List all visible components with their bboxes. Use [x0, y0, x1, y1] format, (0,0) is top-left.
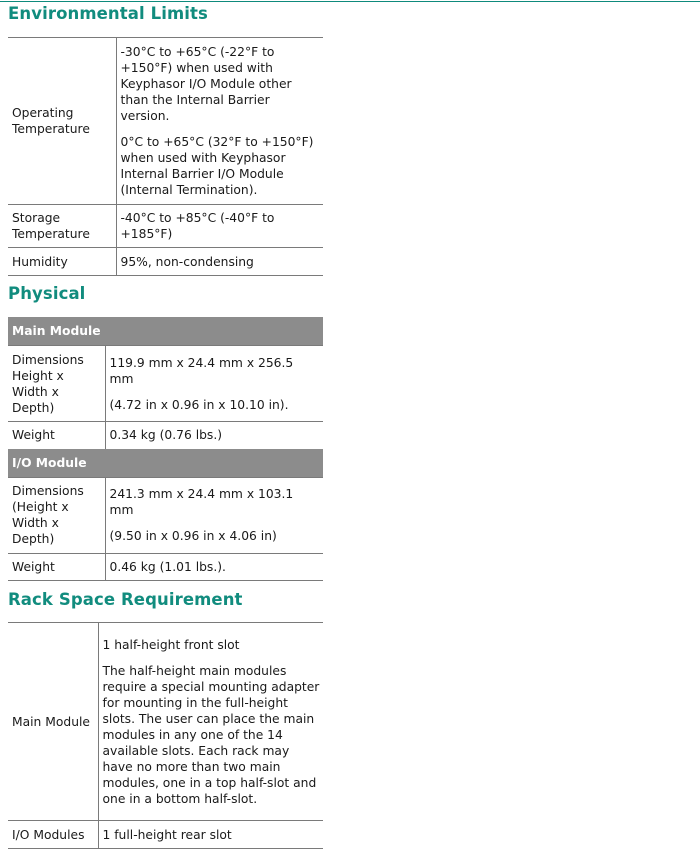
table-row — [8, 623, 323, 821]
row-value-dimensions: 119.9 mm x 24.4 mm x 256.5 mm (4.72 in x 0.96 in x 10.10 in). — [105, 346, 323, 422]
section-title-environmental: Environmental Limits — [8, 4, 208, 23]
table-row — [8, 38, 323, 205]
row-label-operating-temperature: Operating Temperature — [8, 38, 116, 205]
table-row — [8, 422, 323, 449]
row-label-humidity: Humidity — [8, 248, 116, 276]
row-label-main-module: Main Module — [8, 623, 98, 821]
row-value-main-module: 1 half-height front slot The half-height main modules require a special mounting adapter for mounting in the full-height slots. The user can place the main modules in any one of the 14 available slots. Each rack may have no more than two main modules, one in a top half-slot and one in a bottom half-slot. — [98, 623, 323, 821]
row-label-weight: Weight — [8, 422, 105, 449]
table-header-io-module: I/O Module — [8, 449, 323, 478]
environmental-table — [8, 37, 323, 276]
section-title-rack-space: Rack Space Requirement — [8, 590, 243, 609]
table-row — [8, 821, 323, 849]
rack-space-table — [8, 622, 323, 849]
row-label-dimensions: Dimensions (Height x Width x Depth) — [8, 477, 105, 553]
section-title-physical: Physical — [8, 284, 86, 303]
row-value-humidity: 95%, non-condensing — [116, 248, 323, 276]
row-label-io-modules: I/O Modules — [8, 821, 98, 849]
table-header-main-module: Main Module — [8, 317, 323, 346]
row-label-weight: Weight — [8, 553, 105, 580]
table-row — [8, 205, 323, 248]
row-label-dimensions: Dimensions Height x Width x Depth) — [8, 346, 105, 422]
physical-table — [8, 317, 323, 581]
row-value-io-modules: 1 full-height rear slot — [98, 821, 323, 849]
row-value-weight: 0.34 kg (0.76 lbs.) — [105, 422, 323, 449]
table-row — [8, 346, 323, 422]
row-label-storage-temperature: Storage Temperature — [8, 205, 116, 248]
row-value-dimensions: 241.3 mm x 24.4 mm x 103.1 mm (9.50 in x 0.96 in x 4.06 in) — [105, 477, 323, 553]
row-value-storage-temperature: -40°C to +85°C (-40°F to +185°F) — [116, 205, 323, 248]
table-row — [8, 553, 323, 580]
row-value-weight: 0.46 kg (1.01 lbs.). — [105, 553, 323, 580]
table-row — [8, 477, 323, 553]
row-value-operating-temperature: -30°C to +65°C (-22°F to +150°F) when used with Keyphasor I/O Module other than the Internal Barrier version. 0°C to +65°C (32°F to +150°F) when used with Keyphasor Internal Barrier I/O Module (Internal Termination). — [116, 38, 323, 205]
table-row — [8, 248, 323, 276]
top-rule — [0, 1, 700, 2]
